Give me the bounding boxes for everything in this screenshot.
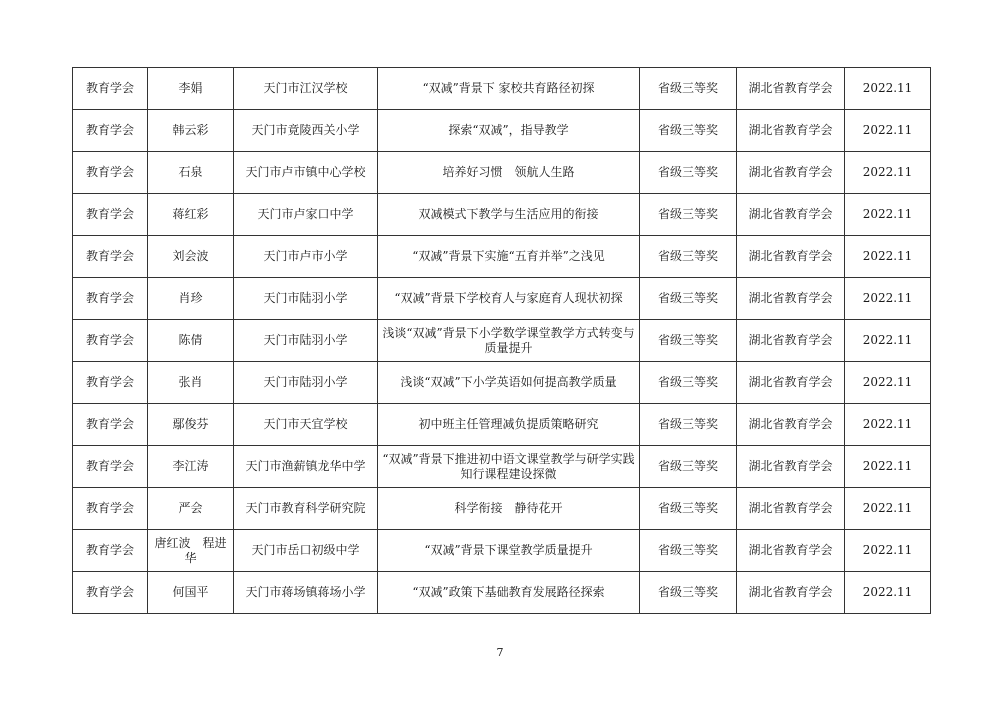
category-cell: 教育学会: [73, 530, 148, 572]
award-cell: 省级三等奖: [640, 152, 737, 194]
author-cell: 李娟: [148, 68, 234, 110]
award-cell: 省级三等奖: [640, 530, 737, 572]
category-cell: 教育学会: [73, 152, 148, 194]
award-cell: 省级三等奖: [640, 320, 737, 362]
category-cell: 教育学会: [73, 68, 148, 110]
author-cell: 刘会波: [148, 236, 234, 278]
award-cell: 省级三等奖: [640, 236, 737, 278]
table-row: [73, 404, 931, 446]
title-cell: “双减”政策下基础教育发展路径探索: [378, 572, 640, 614]
table-row: [73, 572, 931, 614]
award-cell: 省级三等奖: [640, 404, 737, 446]
award-cell: 省级三等奖: [640, 488, 737, 530]
school-cell: 天门市陆羽小学: [234, 320, 378, 362]
title-cell: 浅谈“双减”背景下小学数学课堂教学方式转变与质量提升: [378, 320, 640, 362]
award-cell: 省级三等奖: [640, 572, 737, 614]
date-cell: 2022.11: [845, 572, 931, 614]
title-cell: 探索“双减”，指导教学: [378, 110, 640, 152]
category-cell: 教育学会: [73, 194, 148, 236]
organizer-cell: 湖北省教育学会: [737, 530, 845, 572]
organizer-cell: 湖北省教育学会: [737, 320, 845, 362]
table-row: [73, 110, 931, 152]
organizer-cell: 湖北省教育学会: [737, 278, 845, 320]
date-cell: 2022.11: [845, 362, 931, 404]
title-cell: “双减”背景下实施“五育并举”之浅见: [378, 236, 640, 278]
table-row: [73, 362, 931, 404]
school-cell: 天门市陆羽小学: [234, 362, 378, 404]
author-cell: 严会: [148, 488, 234, 530]
date-cell: 2022.11: [845, 236, 931, 278]
author-cell: 韩云彩: [148, 110, 234, 152]
author-cell: 蒋红彩: [148, 194, 234, 236]
award-cell: 省级三等奖: [640, 446, 737, 488]
author-cell: 石泉: [148, 152, 234, 194]
award-cell: 省级三等奖: [640, 68, 737, 110]
award-cell: 省级三等奖: [640, 278, 737, 320]
school-cell: 天门市岳口初级中学: [234, 530, 378, 572]
table-row: [73, 530, 931, 572]
organizer-cell: 湖北省教育学会: [737, 446, 845, 488]
school-cell: 天门市天宜学校: [234, 404, 378, 446]
author-cell: 张肖: [148, 362, 234, 404]
award-cell: 省级三等奖: [640, 110, 737, 152]
table-row: [73, 320, 931, 362]
date-cell: 2022.11: [845, 530, 931, 572]
category-cell: 教育学会: [73, 404, 148, 446]
award-cell: 省级三等奖: [640, 362, 737, 404]
category-cell: 教育学会: [73, 110, 148, 152]
organizer-cell: 湖北省教育学会: [737, 194, 845, 236]
table-row: [73, 446, 931, 488]
title-cell: “双减”背景下 家校共育路径初探: [378, 68, 640, 110]
category-cell: 教育学会: [73, 278, 148, 320]
date-cell: 2022.11: [845, 404, 931, 446]
school-cell: 天门市卢家口中学: [234, 194, 378, 236]
title-cell: 双减模式下教学与生活应用的衔接: [378, 194, 640, 236]
title-cell: 科学衔接 静待花开: [378, 488, 640, 530]
date-cell: 2022.11: [845, 320, 931, 362]
date-cell: 2022.11: [845, 446, 931, 488]
date-cell: 2022.11: [845, 278, 931, 320]
awards-table-body: [73, 68, 931, 614]
organizer-cell: 湖北省教育学会: [737, 152, 845, 194]
date-cell: 2022.11: [845, 488, 931, 530]
organizer-cell: 湖北省教育学会: [737, 236, 845, 278]
author-cell: 李江涛: [148, 446, 234, 488]
title-cell: “双减”背景下学校育人与家庭育人现状初探: [378, 278, 640, 320]
date-cell: 2022.11: [845, 152, 931, 194]
date-cell: 2022.11: [845, 68, 931, 110]
school-cell: 天门市竟陵西关小学: [234, 110, 378, 152]
organizer-cell: 湖北省教育学会: [737, 110, 845, 152]
category-cell: 教育学会: [73, 236, 148, 278]
award-cell: 省级三等奖: [640, 194, 737, 236]
title-cell: “双减”背景下课堂教学质量提升: [378, 530, 640, 572]
date-cell: 2022.11: [845, 194, 931, 236]
school-cell: 天门市卢市镇中心学校: [234, 152, 378, 194]
title-cell: 初中班主任管理减负提质策略研究: [378, 404, 640, 446]
table-row: [73, 236, 931, 278]
page-number: 7: [496, 646, 504, 659]
title-cell: 浅谈“双减”下小学英语如何提高教学质量: [378, 362, 640, 404]
school-cell: 天门市蒋场镇蒋场小学: [234, 572, 378, 614]
table-row: [73, 152, 931, 194]
table-row: [73, 194, 931, 236]
organizer-cell: 湖北省教育学会: [737, 68, 845, 110]
organizer-cell: 湖北省教育学会: [737, 404, 845, 446]
category-cell: 教育学会: [73, 320, 148, 362]
category-cell: 教育学会: [73, 572, 148, 614]
school-cell: 天门市教育科学研究院: [234, 488, 378, 530]
author-cell: 肖珍: [148, 278, 234, 320]
awards-table: [72, 67, 931, 614]
title-cell: “双减”背景下推进初中语文课堂教学与研学实践知行课程建设探微: [378, 446, 640, 488]
category-cell: 教育学会: [73, 488, 148, 530]
school-cell: 天门市陆羽小学: [234, 278, 378, 320]
category-cell: 教育学会: [73, 446, 148, 488]
table-row: [73, 278, 931, 320]
school-cell: 天门市渔薪镇龙华中学: [234, 446, 378, 488]
organizer-cell: 湖北省教育学会: [737, 572, 845, 614]
table-row: [73, 488, 931, 530]
organizer-cell: 湖北省教育学会: [737, 488, 845, 530]
school-cell: 天门市卢市小学: [234, 236, 378, 278]
organizer-cell: 湖北省教育学会: [737, 362, 845, 404]
author-cell: 陈倩: [148, 320, 234, 362]
author-cell: 何国平: [148, 572, 234, 614]
school-cell: 天门市江汉学校: [234, 68, 378, 110]
author-cell: 鄢俊芬: [148, 404, 234, 446]
date-cell: 2022.11: [845, 110, 931, 152]
table-row: [73, 68, 931, 110]
author-cell: 唐红波 程进华: [148, 530, 234, 572]
category-cell: 教育学会: [73, 362, 148, 404]
title-cell: 培养好习惯 领航人生路: [378, 152, 640, 194]
